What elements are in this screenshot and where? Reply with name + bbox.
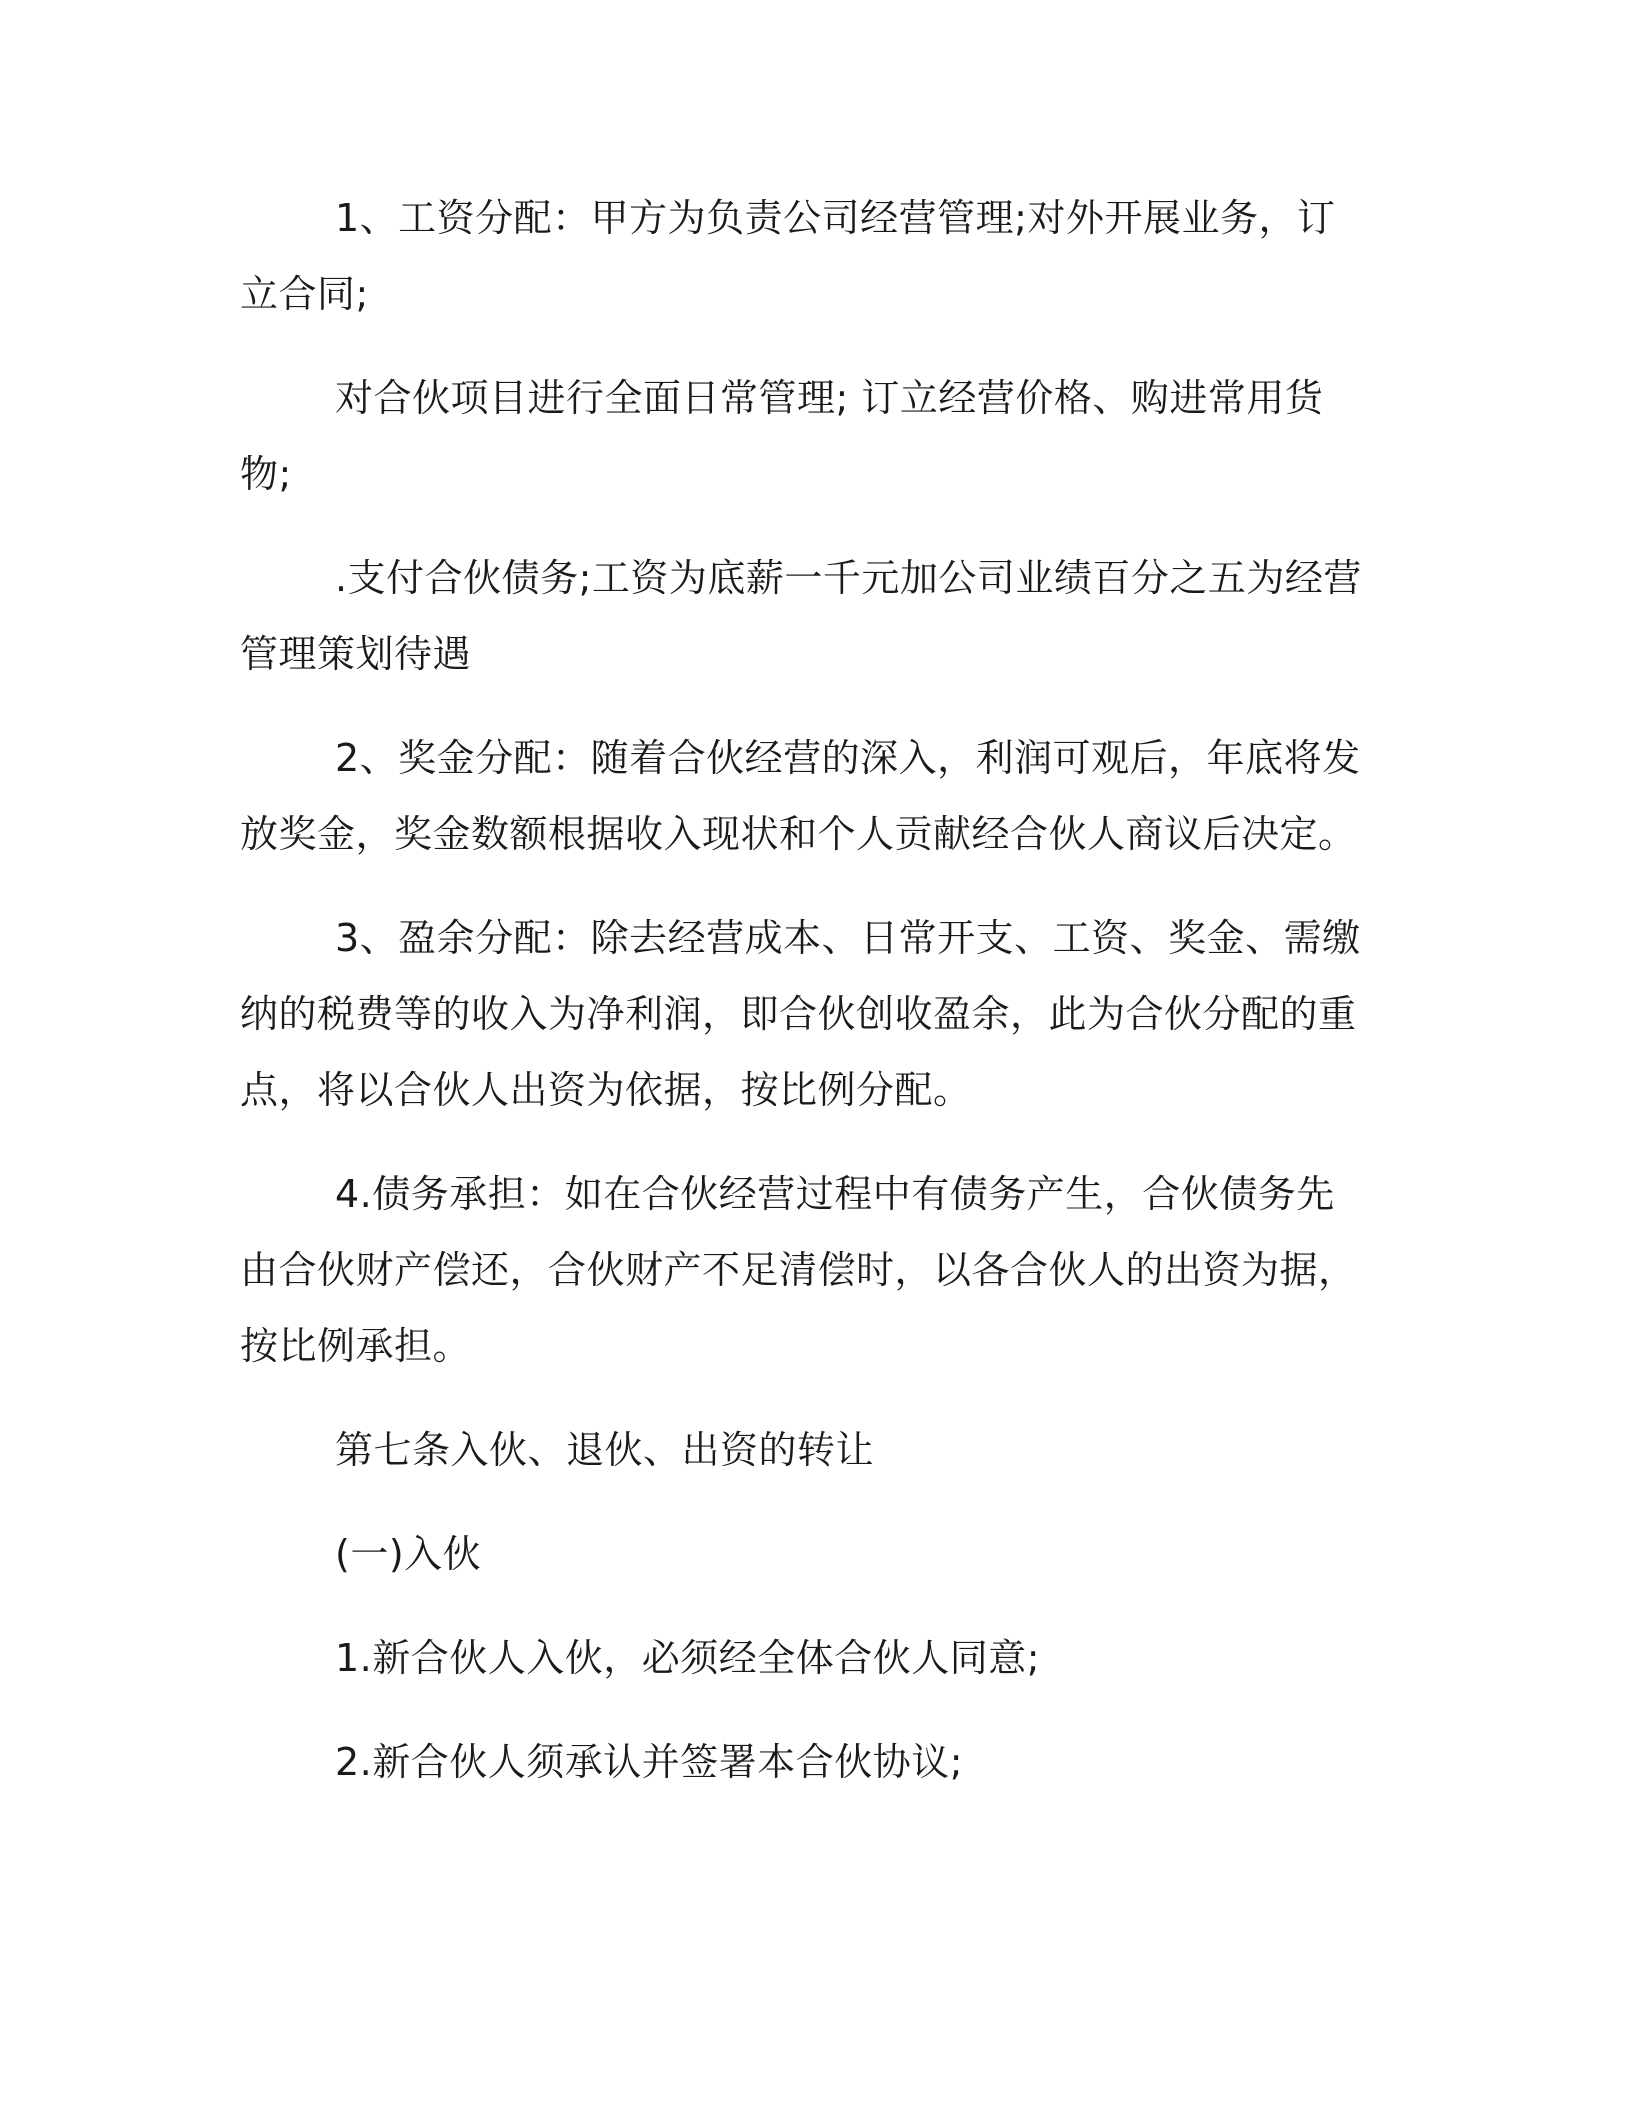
paragraph-admission-rule-2: 2.新合伙人须承认并签署本合伙协议; <box>335 1740 964 1784</box>
paragraph-surplus-distribution: 3、盈余分配：除去经营成本、日常开支、工资、奖金、需缴纳的税费等的收入为净利润，即合伙创收盈余，此为合伙分配的重点，将以合伙人出资为依据，按比例分配。 <box>240 916 1361 1112</box>
section-admission-heading: (一)入伙 <box>335 1532 482 1576</box>
paragraph-admission-rule-1: 1.新合伙人入伙，必须经全体合伙人同意; <box>335 1636 1041 1680</box>
article-seven-heading: 第七条入伙、退伙、出资的转让 <box>335 1428 875 1472</box>
paragraph-debt-liability: 4.债务承担：如在合伙经营过程中有债务产生，合伙债务先由合伙财产偿还，合伙财产不足清偿时，以各合伙人的出资为据，按比例承担。 <box>240 1172 1357 1368</box>
paragraph-debt-payment-salary: .支付合伙债务;工资为底薪一千元加公司业绩百分之五为经营管理策划待遇 <box>240 556 1362 676</box>
paragraph-daily-management: 对合伙项目进行全面日常管理; 订立经营价格、购进常用货物; <box>240 376 1324 496</box>
document-body <box>240 180 1370 1800</box>
paragraph-bonus-distribution: 2、奖金分配：随着合伙经营的深入，利润可观后，年底将发放奖金，奖金数额根据收入现状和个人贡献经合伙人商议后决定。 <box>240 736 1361 856</box>
paragraph-salary-distribution: 1、工资分配：甲方为负责公司经营管理;对外开展业务，订立合同; <box>240 196 1336 316</box>
